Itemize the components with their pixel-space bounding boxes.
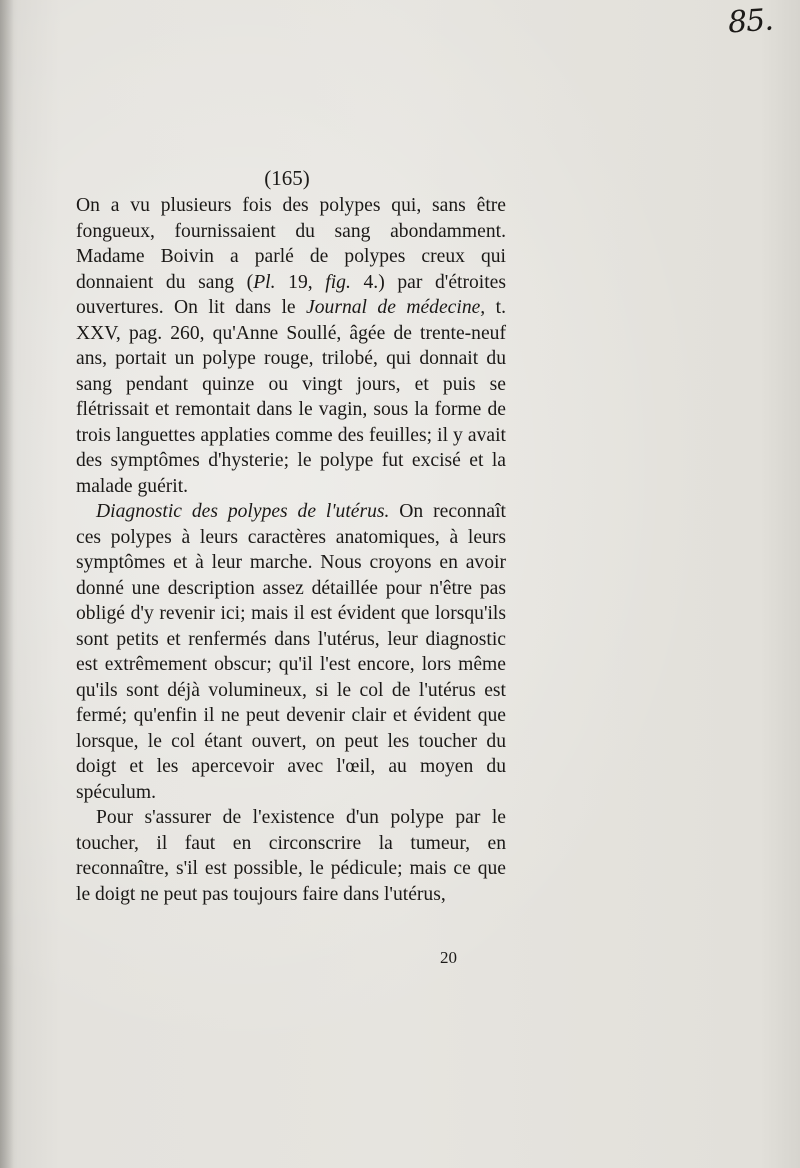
- italic-text-segment: Journal de médecine,: [306, 297, 486, 318]
- body-text: [76, 193, 506, 907]
- text-segment: t. XXV, pag. 260, qu'Anne Soullé, âgée de trente-neuf ans, portait un polype rouge, trilobé, qui donnait du sang pendant quinze ou vingt jours, et puis se flétrissait et remontait dans le vagin, sous la forme de trois languettes applaties comme des feuilles; il y avait des symptômes d'hysterie; le polype fut excisé et la malade guérit.: [76, 297, 506, 497]
- text-segment: Pour s'assurer de l'existence d'un polype par le toucher, il faut en circonscrire la tumeur, en reconnaître, s'il est possible, le pédicule; mais ce que le doigt ne peut pas toujours faire dans l'utérus,: [76, 807, 506, 905]
- text-segment: On a vu plusieurs fois des polypes qui, sans être fongueux, fournissaient du sang abondamment. Madame Boivin a parlé de polypes creux qui donnaient du sang (: [76, 195, 506, 293]
- text-segment: 4.) par d'étroites ouvertures. On lit dans le: [76, 271, 507, 318]
- italic-text-segment: Diagnostic des polypes de l'utérus.: [96, 501, 390, 522]
- text-segment: 19,: [275, 271, 326, 293]
- italic-text-segment: fig.: [325, 271, 351, 293]
- paragraph-p1: [76, 193, 506, 499]
- handwritten-folio-number: 85.: [726, 2, 774, 41]
- italic-text-segment: Pl.: [253, 271, 276, 293]
- paragraph-p2: [76, 499, 506, 805]
- text-segment: On reconnaît ces polypes à leurs caractères anatomiques, à leurs symptômes et à leur marche. Nous croyons en avoir donné une description assez détaillée pour n'être pas obligé d'y revenir ici; mais il est évident que lorsqu'ils sont petits et renfermés dans l'utérus, leur diagnostic est extrêmement obscur; qu'il l'est encore, lors même qu'ils sont déjà volumineux, si le col de l'utérus est fermé; qu'enfin il ne peut devenir clair et évident que lorsque, le col étant ouvert, on peut les toucher du doigt et les apercevoir avec l'œil, au moyen du spéculum.: [76, 501, 506, 803]
- paragraph-p3: [76, 805, 506, 907]
- page-number-header: (165): [264, 166, 310, 190]
- signature-mark: 20: [440, 948, 457, 967]
